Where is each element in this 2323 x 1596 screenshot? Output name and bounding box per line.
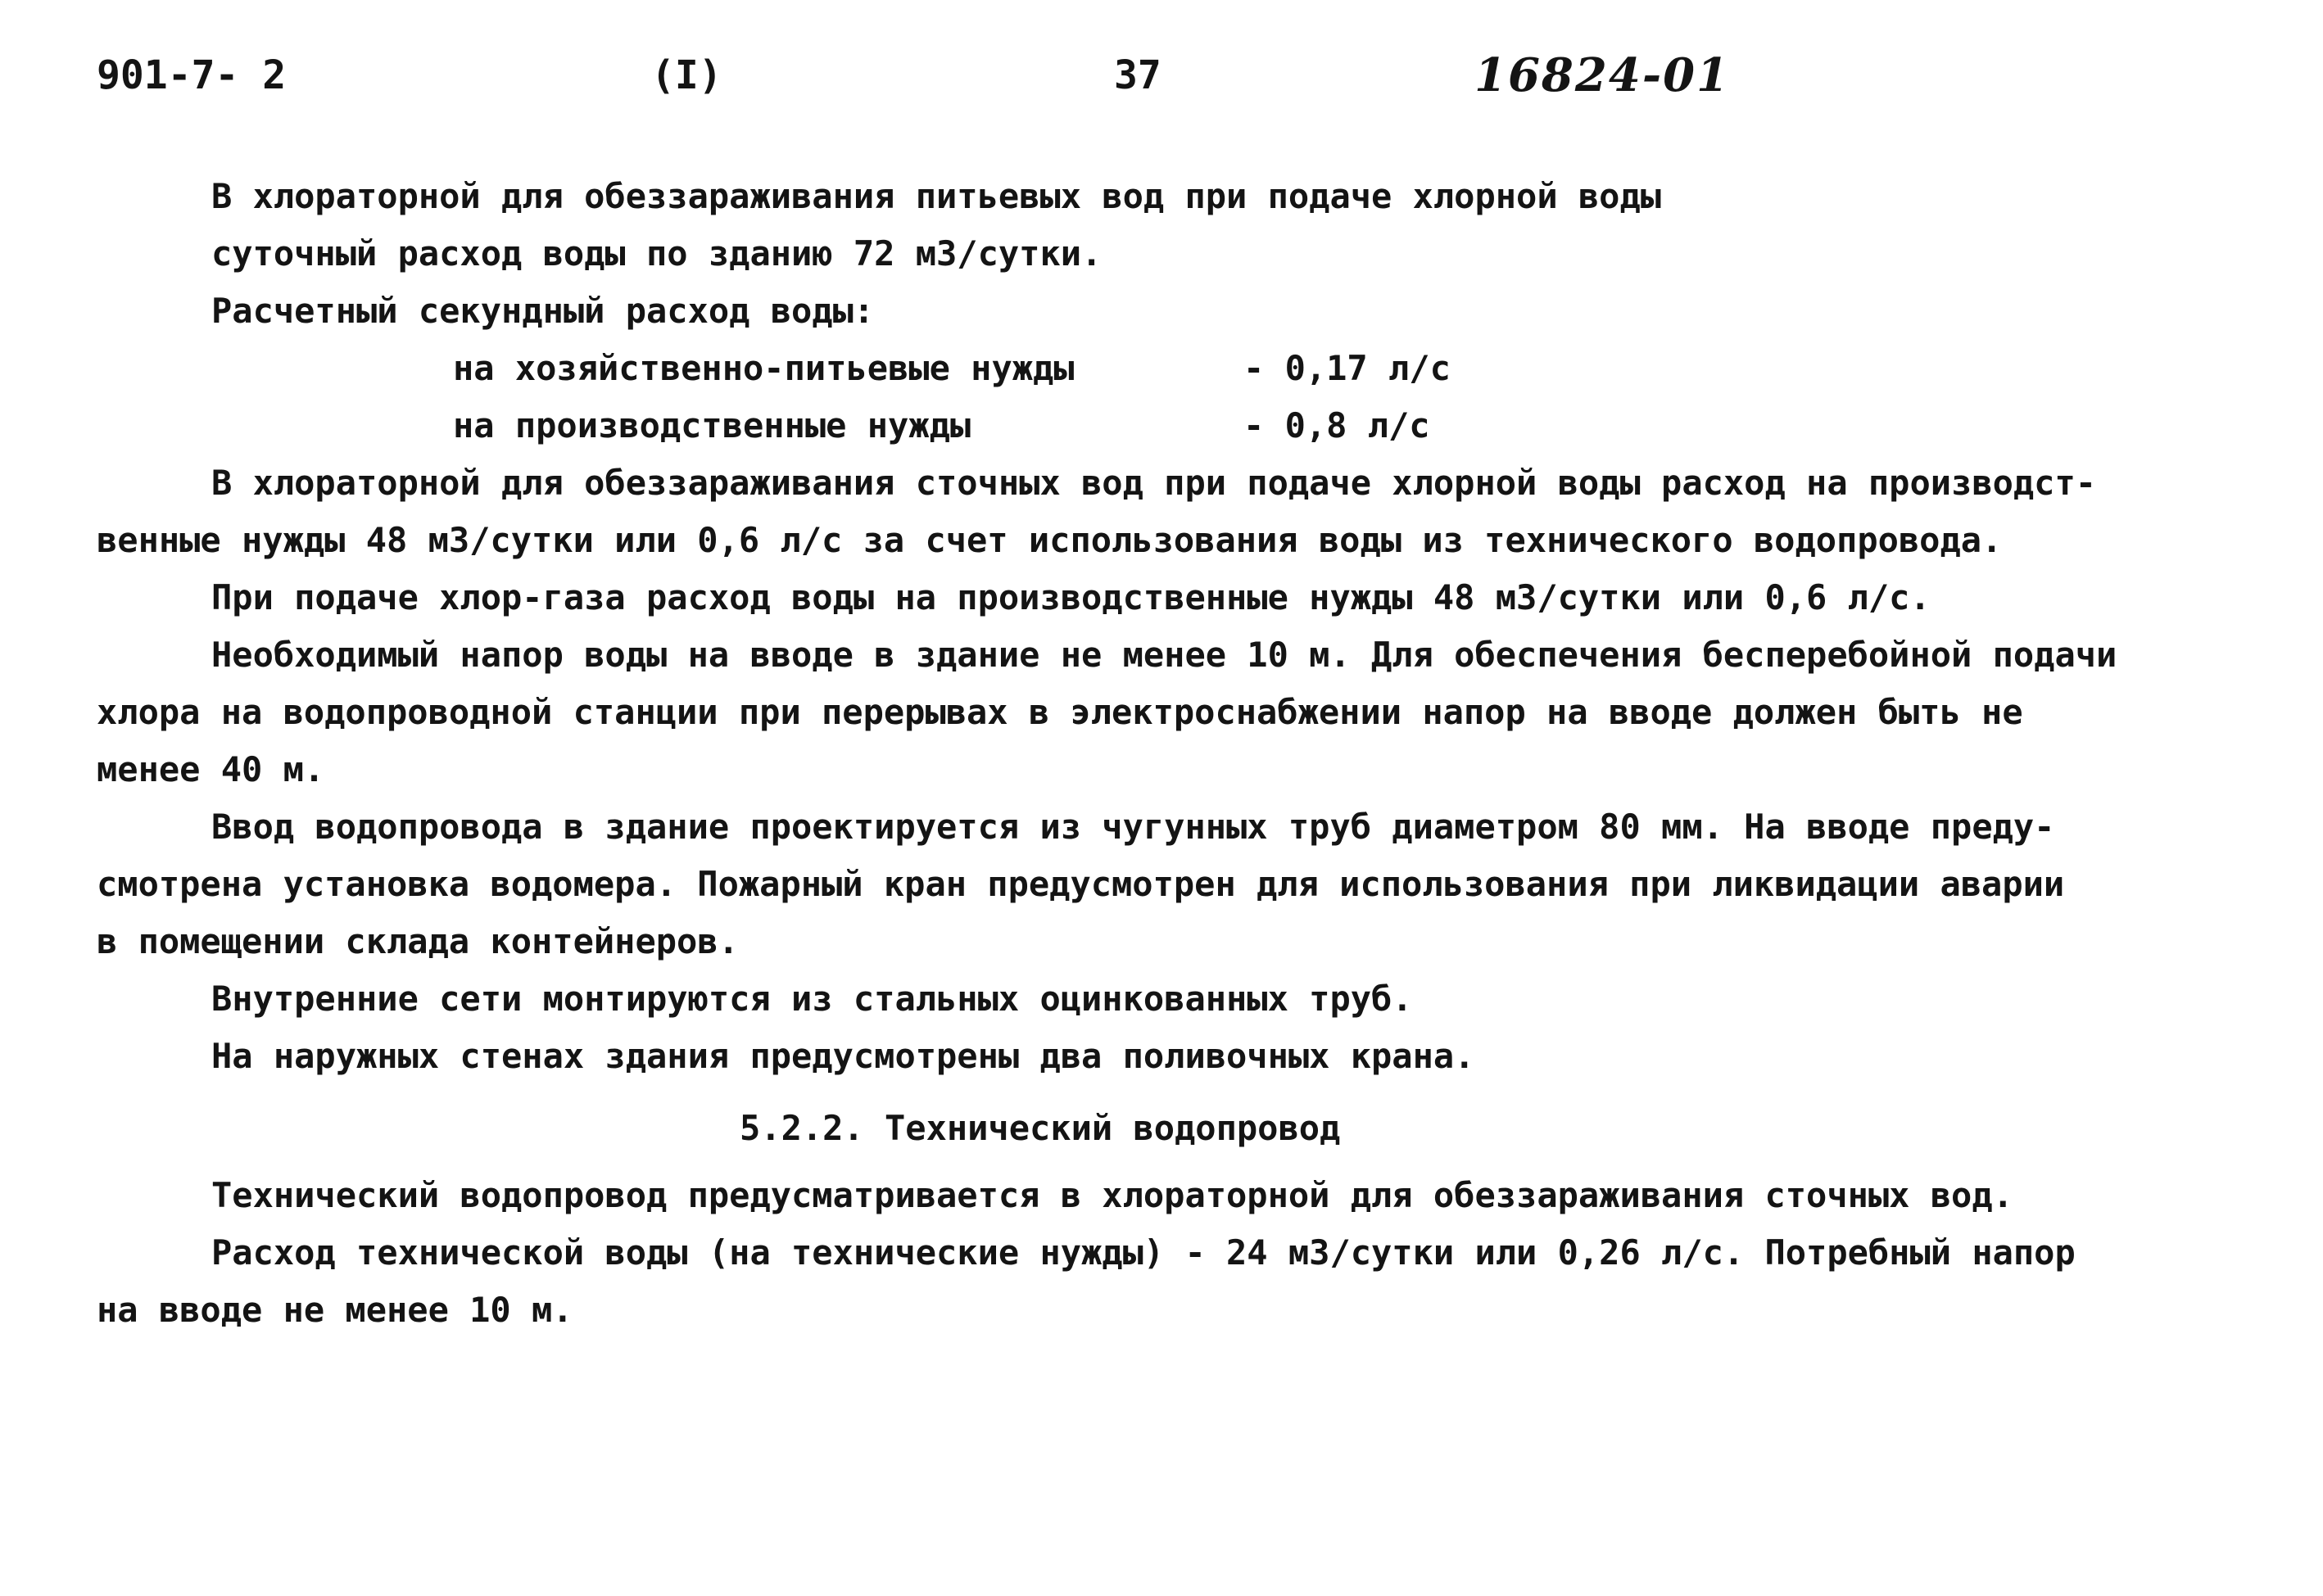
- part-number: (I): [651, 52, 722, 98]
- page-number: 37: [1114, 52, 1162, 98]
- flow-rate-label: на хозяйственно-питьевые нужды: [453, 348, 1075, 388]
- text-line: В хлораторной для обеззараживания питьевых вод при подаче хлорной воды: [211, 176, 1662, 216]
- text-line: смотрена установка водомера. Пожарный кран предусмотрен для использования при ликвидации аварии: [97, 864, 2065, 904]
- text-line: Необходимый напор воды на вводе в здание не менее 10 м. Для обеспечения бесперебойной подачи: [211, 635, 2117, 675]
- flow-rate-row: [97, 397, 2259, 454]
- text-line: в помещении склада контейнеров.: [97, 921, 739, 961]
- flow-rate-value: - 0,17 л/с: [1243, 348, 1451, 388]
- text-line: Ввод водопровода в здание проектируется из чугунных труб диаметром 80 мм. На вводе преду-: [211, 807, 2055, 847]
- text-line: менее 40 м.: [97, 749, 325, 789]
- document-code: 901-7- 2: [97, 52, 287, 98]
- section-heading: 5.2.2. Технический водопровод: [740, 1108, 1341, 1148]
- text-line: на вводе не менее 10 м.: [97, 1290, 573, 1330]
- document-body: [97, 168, 2259, 1339]
- text-line: Расход технической воды (на технические нужды) - 24 м3/сутки или 0,26 л/с. Потребный напор: [211, 1232, 2076, 1273]
- text-line: При подаче хлор-газа расход воды на производственные нужды 48 м3/сутки или 0,6 л/с.: [211, 577, 1931, 617]
- handwritten-document-number: 16824-01: [1474, 48, 1730, 102]
- text-line: На наружных стенах здания предусмотрены два поливочных крана.: [211, 1036, 1475, 1076]
- text-line: Технический водопровод предусматривается в хлораторной для обеззараживания сточных вод.: [211, 1175, 2013, 1215]
- text-line: Внутренние сети монтируются из стальных оцинкованных труб.: [211, 979, 1413, 1019]
- text-line: Расчетный секундный расход воды:: [211, 291, 875, 331]
- flow-rate-value: - 0,8 л/с: [1243, 405, 1430, 445]
- flow-rate-label: на производственные нужды: [453, 405, 971, 445]
- flow-rate-row: [97, 340, 2259, 397]
- text-line: хлора на водопроводной станции при перерывах в электроснабжении напор на вводе должен быть не: [97, 692, 2023, 732]
- text-line: В хлораторной для обеззараживания сточных вод при подаче хлорной воды расход на производст-: [211, 463, 2097, 503]
- text-line: венные нужды 48 м3/сутки или 0,6 л/с за счет использования воды из технического водопровода.: [97, 520, 2003, 560]
- text-line: суточный расход воды по зданию 72 м3/сутки.: [211, 233, 1103, 274]
